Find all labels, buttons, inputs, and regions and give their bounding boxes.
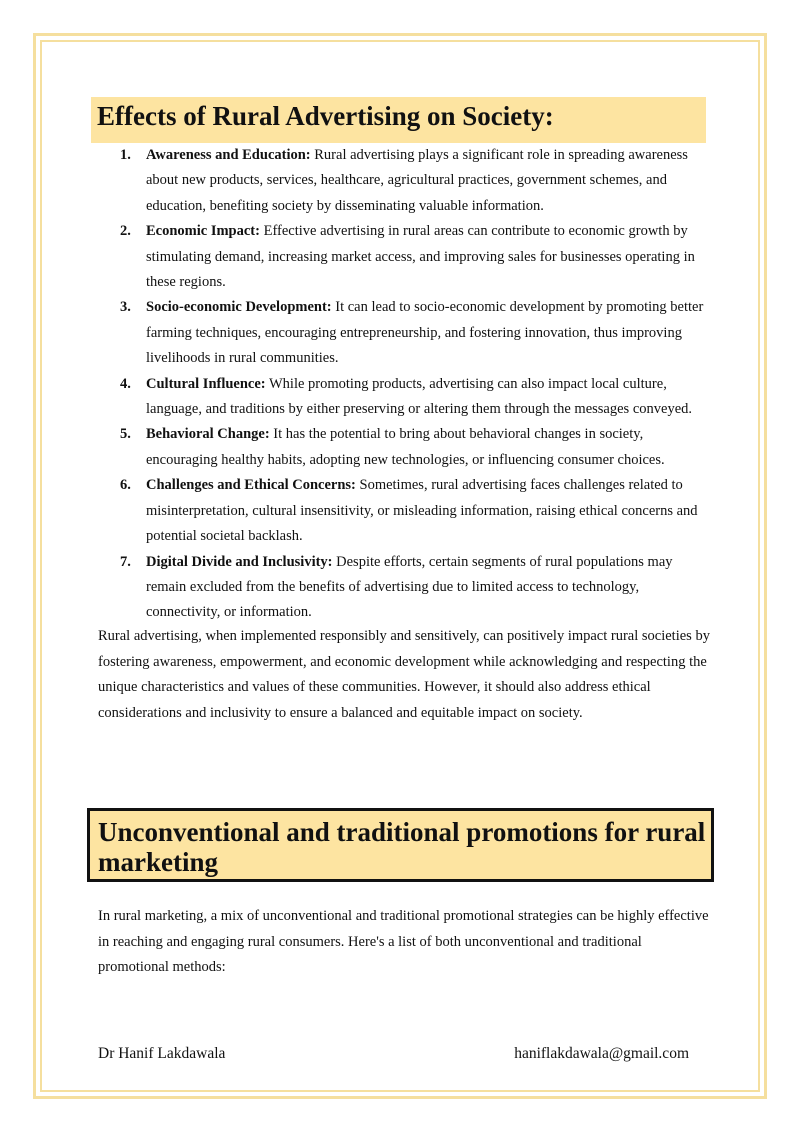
list-item (98, 422, 710, 473)
list-item-number: 2. (120, 223, 131, 240)
summary-paragraph: Rural advertising, when implemented responsibly and sensitively, can positively impact rural societies by fostering awareness, empowerment, and economic development while acknowledging and respecting the unique characteristics and values of these communities. However, it should also address ethical considerations and inclusivity to ensure a balanced and equitable impact on society. (98, 628, 710, 721)
list-item-number: 5. (120, 426, 131, 443)
list-item-text: It has the potential to bring about behavioral changes in society, encouraging healthy habits, adopting new technologies, or influencing consumer choices. (146, 426, 665, 468)
list-item-number: 3. (120, 299, 131, 316)
section-heading-effects: Effects of Rural Advertising on Society: (91, 97, 706, 143)
list-item-label: Economic Impact: (146, 223, 260, 240)
list-item-label: Socio-economic Development: (146, 299, 332, 316)
section-heading-promotions: Unconventional and traditional promotions for rural marketing (87, 808, 714, 882)
list-item-label: Awareness and Education: (146, 147, 311, 163)
list-item-label: Digital Divide and Inclusivity: (146, 553, 333, 570)
list-item-text: Despite efforts, certain segments of rural populations may remain excluded from the benefits of advertising due to limited access to technology, connectivity, or information. (146, 553, 673, 621)
list-item (98, 473, 710, 549)
list-item-number: 6. (120, 477, 131, 494)
list-item-number: 4. (120, 375, 131, 392)
list-item (98, 143, 710, 219)
list-item-text: Effective advertising in rural areas can contribute to economic growth by stimulating demand, increasing market access, and improving sales for businesses operating in these regions. (146, 223, 695, 291)
footer-author: Dr Hanif Lakdawala (98, 1045, 226, 1062)
list-item (98, 219, 710, 295)
list-item-number: 1. (120, 147, 131, 163)
list-item-number: 7. (120, 553, 131, 570)
list-item (98, 372, 710, 423)
list-item-label: Behavioral Change: (146, 426, 270, 443)
list-item-text: Rural advertising plays a significant role in spreading awareness about new products, services, healthcare, agricultural practices, government schemes, and education, benefiting society by disseminating valuable information. (146, 147, 688, 214)
list-item (98, 295, 710, 371)
intro-paragraph: In rural marketing, a mix of unconventional and traditional promotional strategies can be highly effective in reaching and engaging rural consumers. Here's a list of both unconventional and traditional promotional methods: (98, 908, 709, 976)
list-item-text: While promoting products, advertising can also impact local culture, language, and traditions by either preserving or altering them through the messages conveyed. (146, 375, 693, 418)
list-item-text: It can lead to socio-economic development by promoting better farming techniques, encouraging entrepreneurship, and fostering innovation, thus improving livelihoods in rural communities. (146, 299, 704, 367)
footer-email: haniflakdawala@gmail.com (514, 1045, 689, 1062)
list-item-label: Cultural Influence: (146, 375, 266, 392)
list-item-text: Sometimes, rural advertising faces challenges related to misinterpretation, cultural insensitivity, or misleading information, raising ethical concerns and potential societal backlash. (146, 477, 698, 545)
list-item-label: Challenges and Ethical Concerns: (146, 477, 356, 494)
list-item (98, 550, 710, 626)
effects-list (98, 143, 710, 626)
